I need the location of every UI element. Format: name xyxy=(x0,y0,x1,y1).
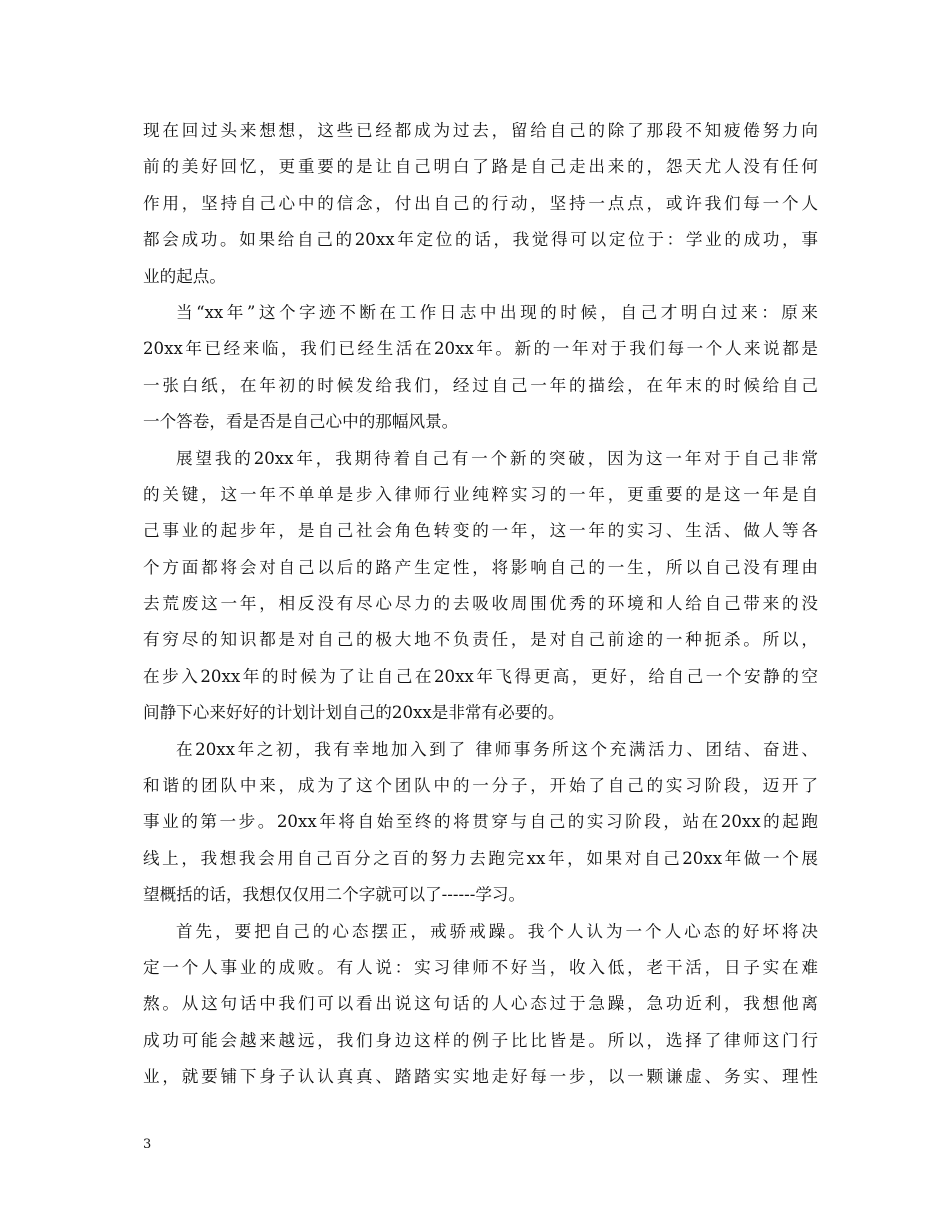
text-line: 作用，坚持自己心中的信念，付出自己的行动，坚持一点点，或许我们每一个人 xyxy=(143,193,818,213)
text-line: 个方面都将会对自己以后的路产生定性，将影响自己的一生，所以自己没有理由 xyxy=(143,557,818,577)
paragraph-5 xyxy=(143,914,818,1096)
text-line: 线上，我想我会用自己百分之百的努力去跑完xx年，如果对自己20xx年做一个展 xyxy=(143,848,818,868)
text-line: 在步入20xx年的时候为了让自己在20xx年飞得更高，更好，给自己一个安静的空 xyxy=(143,666,818,686)
text-line: 首先，要把自己的心态摆正，戒骄戒躁。我个人认为一个人心态的好坏将决 xyxy=(176,921,818,941)
text-line: 展望我的20xx年，我期待着自己有一个新的突破，因为这一年对于自己非常 xyxy=(176,448,818,468)
text-line: 去荒废这一年，相反没有尽心尽力的去吸收周围优秀的环境和人给自己带来的没 xyxy=(143,594,818,614)
text-line: 事业的第一步。20xx年将自始至终的将贯穿与自己的实习阶段，站在20xx的起跑 xyxy=(143,812,818,832)
text-line: 业，就要铺下身子认认真真、踏踏实实地走好每一步，以一颗谦虚、务实、理性 xyxy=(143,1067,818,1087)
text-line: 前的美好回忆，更重要的是让自己明白了路是自己走出来的，怨天尤人没有任何 xyxy=(143,157,818,177)
text-line: 一张白纸，在年初的时候发给我们，经过自己一年的描绘，在年末的时候给自己 xyxy=(143,375,818,395)
text-line: 在20xx年之初，我有幸地加入到了 律师事务所这个充满活力、团结、奋进、 xyxy=(176,739,818,759)
paragraph-3 xyxy=(143,441,818,732)
paragraph-4 xyxy=(143,732,818,914)
text-line: 现在回过头来想想，这些已经都成为过去，留给自己的除了那段不知疲倦努力向 xyxy=(143,121,818,140)
text-line: 定一个人事业的成败。有人说：实习律师不好当，收入低，老干活，日子实在难 xyxy=(143,957,818,977)
text-line: 当“xx年”这个字迹不断在工作日志中出现的时候，自己才明白过来：原来 xyxy=(176,302,818,322)
text-line: 的关键，这一年不单单是步入律师行业纯粹实习的一年，更重要的是这一年是自 xyxy=(143,484,818,504)
text-line: 20xx年已经来临，我们已经生活在20xx年。新的一年对于我们每一个人来说都是 xyxy=(143,339,818,359)
text-line: 间静下心来好好的计划计划自己的20xx是非常有必要的。 xyxy=(143,703,565,723)
document-body xyxy=(143,113,818,1096)
text-line: 都会成功。如果给自己的20xx年定位的话，我觉得可以定位于：学业的成功，事 xyxy=(143,230,818,250)
text-line: 成功可能会越来越远，我们身边这样的例子比比皆是。所以，选择了律师这门行 xyxy=(143,1030,818,1050)
paragraph-2 xyxy=(143,295,818,441)
text-line: 望概括的话，我想仅仅用二个字就可以了------学习。 xyxy=(143,885,526,905)
text-line: 熬。从这句话中我们可以看出说这句话的人心态过于急躁，急功近利，我想他离 xyxy=(143,994,818,1014)
text-line: 己事业的起步年，是自己社会角色转变的一年，这一年的实习、生活、做人等各 xyxy=(143,521,818,541)
text-line: 业的起点。 xyxy=(143,266,226,286)
text-line: 和谐的团队中来，成为了这个团队中的一分子，开始了自己的实习阶段，迈开了 xyxy=(143,776,818,796)
page-number: 3 xyxy=(143,1137,152,1152)
text-line: 一个答卷，看是否是自己心中的那幅风景。 xyxy=(143,412,459,432)
text-line: 有穷尽的知识都是对自己的极大地不负责任，是对自己前途的一种扼杀。所以， xyxy=(143,630,818,650)
paragraph-1 xyxy=(143,113,818,295)
